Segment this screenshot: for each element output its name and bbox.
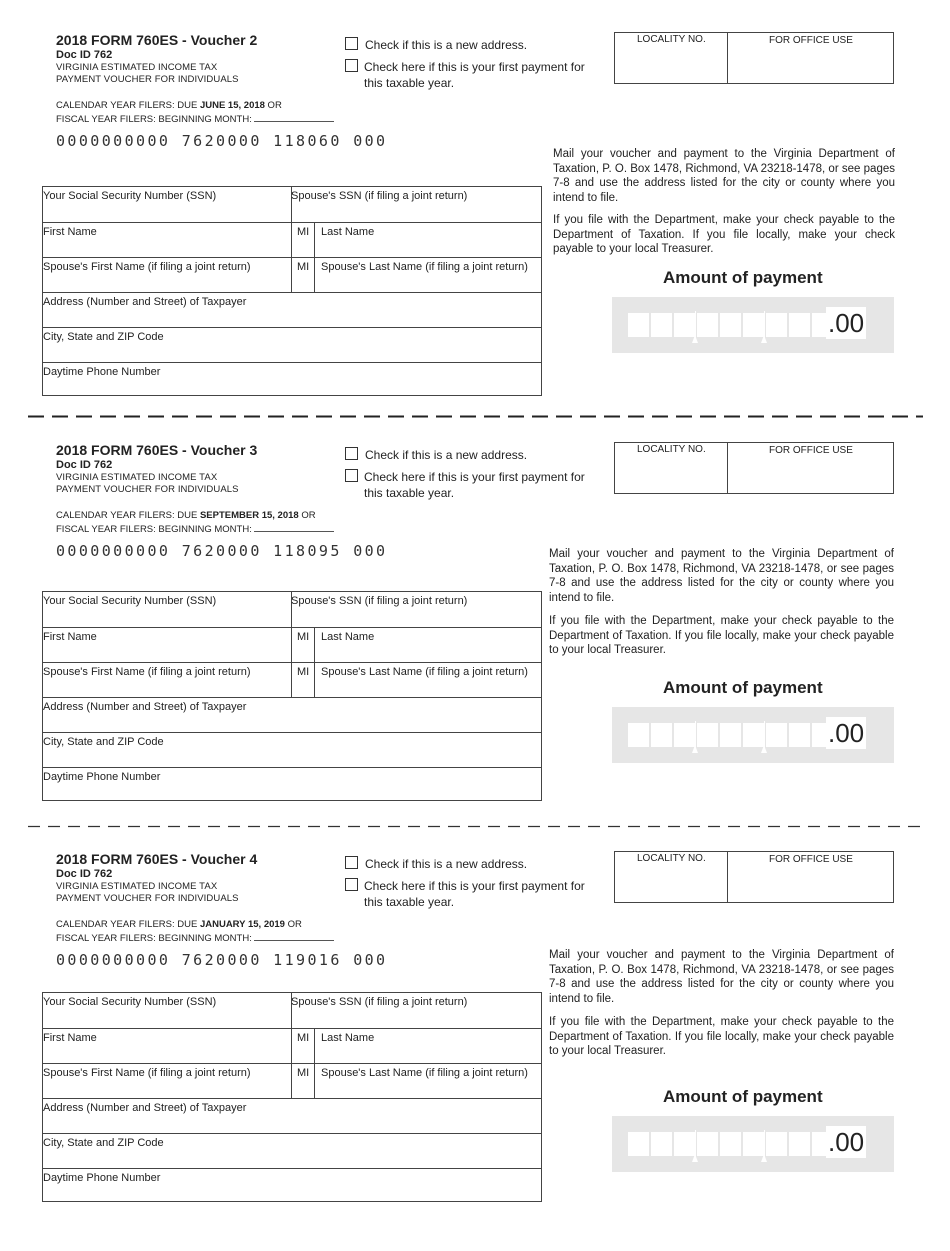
spouse-name-row — [43, 662, 541, 697]
subtitle-1: VIRGINIA ESTIMATED INCOME TAX — [56, 62, 218, 73]
taxpayer-info-grid — [42, 186, 542, 396]
subtitle-1: VIRGINIA ESTIMATED INCOME TAX — [56, 881, 218, 892]
due-line: CALENDAR YEAR FILERS: DUE JUNE 15, 2018 OR — [56, 100, 282, 111]
fiscal-month-field[interactable] — [254, 931, 334, 941]
spouse-mi-field[interactable]: MI — [297, 666, 310, 678]
fiscal-month-field[interactable] — [254, 522, 334, 532]
phone-field[interactable]: Daytime Phone Number — [43, 771, 161, 783]
address-row — [43, 1098, 541, 1133]
office-use-label: FOR OFFICE USE — [769, 445, 853, 456]
new-address-checkbox[interactable] — [345, 37, 358, 50]
last-name-field[interactable]: Last Name — [321, 1032, 375, 1044]
spouse-first-name-field[interactable]: Spouse's First Name (if filing a joint return) — [43, 261, 251, 273]
due-date: SEPTEMBER 15, 2018 — [199, 510, 299, 521]
spouse-ssn-field[interactable]: Spouse's SSN (if filing a joint return) — [291, 190, 468, 202]
subtitle-2: PAYMENT VOUCHER FOR INDIVIDUALS — [56, 74, 239, 85]
payable-instructions: If you file with the Department, make your check payable to the Department of Taxation. If you file locally, make your check payable to your local Treasurer. — [549, 1016, 894, 1058]
city-row — [43, 732, 541, 767]
phone-row — [43, 362, 541, 395]
amount-input[interactable] — [612, 707, 894, 763]
cut-line — [28, 825, 923, 828]
spouse-mi-field[interactable]: MI — [297, 261, 310, 273]
subtitle-2: PAYMENT VOUCHER FOR INDIVIDUALS — [56, 484, 239, 495]
city-state-zip-field[interactable]: City, State and ZIP Code — [43, 736, 164, 748]
amount-label: Amount of payment — [663, 678, 823, 697]
spouse-first-name-field[interactable]: Spouse's First Name (if filing a joint return) — [43, 666, 251, 678]
address-field[interactable]: Address (Number and Street) of Taxpayer — [43, 296, 247, 308]
last-name-field[interactable]: Last Name — [321, 226, 375, 238]
city-state-zip-field[interactable]: City, State and ZIP Code — [43, 331, 164, 343]
fiscal-month-field[interactable] — [254, 112, 334, 122]
city-row — [43, 1133, 541, 1168]
doc-id: Doc ID 762 — [56, 868, 113, 880]
scanline: 0000000000 7620000 118095 000 — [56, 542, 388, 560]
subtitle-2: PAYMENT VOUCHER FOR INDIVIDUALS — [56, 893, 239, 904]
first-payment-label: Check here if this is your first payment for this taxable year. — [364, 879, 585, 909]
new-address-label: Check if this is a new address. — [365, 38, 528, 52]
spouse-last-name-field[interactable]: Spouse's Last Name (if filing a joint return) — [321, 261, 528, 273]
mi-field[interactable]: MI — [297, 631, 310, 643]
due-line: CALENDAR YEAR FILERS: DUE SEPTEMBER 15, 2018 OR — [56, 510, 316, 521]
new-address-label: Check if this is a new address. — [365, 857, 528, 871]
first-payment-checkbox[interactable] — [345, 469, 358, 482]
due-date: JUNE 15, 2018 — [199, 100, 265, 111]
taxpayer-info-grid — [42, 591, 542, 801]
mail-instructions: Mail your voucher and payment to the Virginia Department of Taxation, P. O. Box 1478, Richmond, VA 23218-1478, or see pages 7-8 and use the address listed for the city or county where you intend to file. — [549, 548, 894, 604]
scanline: 0000000000 7620000 119016 000 — [56, 951, 388, 969]
locality-label: LOCALITY NO. — [637, 444, 706, 455]
due-line: CALENDAR YEAR FILERS: DUE JANUARY 15, 2019 OR — [56, 919, 302, 930]
name-row — [43, 222, 541, 257]
office-use-label: FOR OFFICE USE — [769, 35, 853, 46]
ssn-row — [43, 592, 541, 627]
ssn-field[interactable]: Your Social Security Number (SSN) — [43, 996, 217, 1008]
phone-row — [43, 1168, 541, 1201]
office-use-label: FOR OFFICE USE — [769, 854, 853, 865]
taxpayer-info-grid — [42, 992, 542, 1202]
ssn-row — [43, 993, 541, 1028]
amount-label: Amount of payment — [663, 268, 823, 287]
voucher-title: 2018 FORM 760ES - Voucher 3 — [56, 442, 258, 458]
last-name-field[interactable]: Last Name — [321, 631, 375, 643]
mi-field[interactable]: MI — [297, 226, 310, 238]
spouse-first-name-field[interactable]: Spouse's First Name (if filing a joint return) — [43, 1067, 251, 1079]
spouse-name-row — [43, 257, 541, 292]
first-name-field[interactable]: First Name — [43, 631, 97, 643]
doc-id: Doc ID 762 — [56, 49, 113, 61]
ssn-row — [43, 187, 541, 222]
fiscal-line: FISCAL YEAR FILERS: BEGINNING MONTH: — [56, 522, 334, 535]
spouse-name-row — [43, 1063, 541, 1098]
payable-instructions: If you file with the Department, make your check payable to the Department of Taxation. If you file locally, make your check payable to your local Treasurer. — [549, 615, 894, 657]
cut-line — [28, 415, 923, 418]
address-field[interactable]: Address (Number and Street) of Taxpayer — [43, 1102, 247, 1114]
due-date: JANUARY 15, 2019 — [199, 919, 285, 930]
payable-instructions: If you file with the Department, make your check payable to the Department of Taxation. If you file locally, make your check payable to your local Treasurer. — [553, 214, 895, 256]
cents-value: .00 — [828, 308, 865, 338]
first-name-field[interactable]: First Name — [43, 1032, 97, 1044]
mi-field[interactable]: MI — [297, 1032, 310, 1044]
spouse-mi-field[interactable]: MI — [297, 1067, 310, 1079]
voucher-title: 2018 FORM 760ES - Voucher 4 — [56, 851, 258, 867]
fiscal-line: FISCAL YEAR FILERS: BEGINNING MONTH: — [56, 931, 334, 944]
city-row — [43, 327, 541, 362]
first-payment-checkbox[interactable] — [345, 59, 358, 72]
locality-label: LOCALITY NO. — [637, 34, 706, 45]
office-use-box — [614, 851, 894, 903]
mail-instructions: Mail your voucher and payment to the Virginia Department of Taxation, P. O. Box 1478, Richmond, VA 23218-1478, or see pages 7-8 and use the address listed for the city or county where you intend to file. — [549, 949, 894, 1005]
spouse-last-name-field[interactable]: Spouse's Last Name (if filing a joint return) — [321, 666, 528, 678]
ssn-field[interactable]: Your Social Security Number (SSN) — [43, 595, 217, 607]
voucher-4 — [0, 851, 950, 1251]
first-payment-label: Check here if this is your first payment for this taxable year. — [364, 60, 585, 90]
phone-row — [43, 767, 541, 800]
scanline: 0000000000 7620000 118060 000 — [56, 132, 388, 150]
first-name-field[interactable]: First Name — [43, 226, 97, 238]
office-use-box — [614, 442, 894, 494]
phone-field[interactable]: Daytime Phone Number — [43, 366, 161, 378]
new-address-label: Check if this is a new address. — [365, 448, 528, 462]
voucher-3 — [0, 442, 950, 842]
voucher-title: 2018 FORM 760ES - Voucher 2 — [56, 32, 258, 48]
phone-field[interactable]: Daytime Phone Number — [43, 1172, 161, 1184]
amount-input[interactable] — [612, 1116, 894, 1172]
cents-value: .00 — [828, 1127, 865, 1157]
office-use-box — [614, 32, 894, 84]
spouse-last-name-field[interactable]: Spouse's Last Name (if filing a joint return) — [321, 1067, 528, 1079]
address-field[interactable]: Address (Number and Street) of Taxpayer — [43, 701, 247, 713]
spouse-ssn-field[interactable]: Spouse's SSN (if filing a joint return) — [291, 996, 468, 1008]
address-row — [43, 292, 541, 327]
voucher-2 — [0, 32, 950, 432]
amount-label: Amount of payment — [663, 1087, 823, 1106]
new-address-checkbox[interactable] — [345, 856, 358, 869]
name-row — [43, 1028, 541, 1063]
city-state-zip-field[interactable]: City, State and ZIP Code — [43, 1137, 164, 1149]
cents-value: .00 — [828, 718, 865, 748]
doc-id: Doc ID 762 — [56, 459, 113, 471]
first-payment-checkbox[interactable] — [345, 878, 358, 891]
address-row — [43, 697, 541, 732]
fiscal-line: FISCAL YEAR FILERS: BEGINNING MONTH: — [56, 112, 334, 125]
mail-instructions: Mail your voucher and payment to the Virginia Department of Taxation, P. O. Box 1478, Richmond, VA 23218-1478, or see pages 7-8 and use the address listed for the city or county where you intend to file. — [553, 148, 895, 204]
ssn-field[interactable]: Your Social Security Number (SSN) — [43, 190, 217, 202]
name-row — [43, 627, 541, 662]
locality-label: LOCALITY NO. — [637, 853, 706, 864]
spouse-ssn-field[interactable]: Spouse's SSN (if filing a joint return) — [291, 595, 468, 607]
subtitle-1: VIRGINIA ESTIMATED INCOME TAX — [56, 472, 218, 483]
first-payment-label: Check here if this is your first payment for this taxable year. — [364, 470, 585, 500]
amount-input[interactable] — [612, 297, 894, 353]
new-address-checkbox[interactable] — [345, 447, 358, 460]
